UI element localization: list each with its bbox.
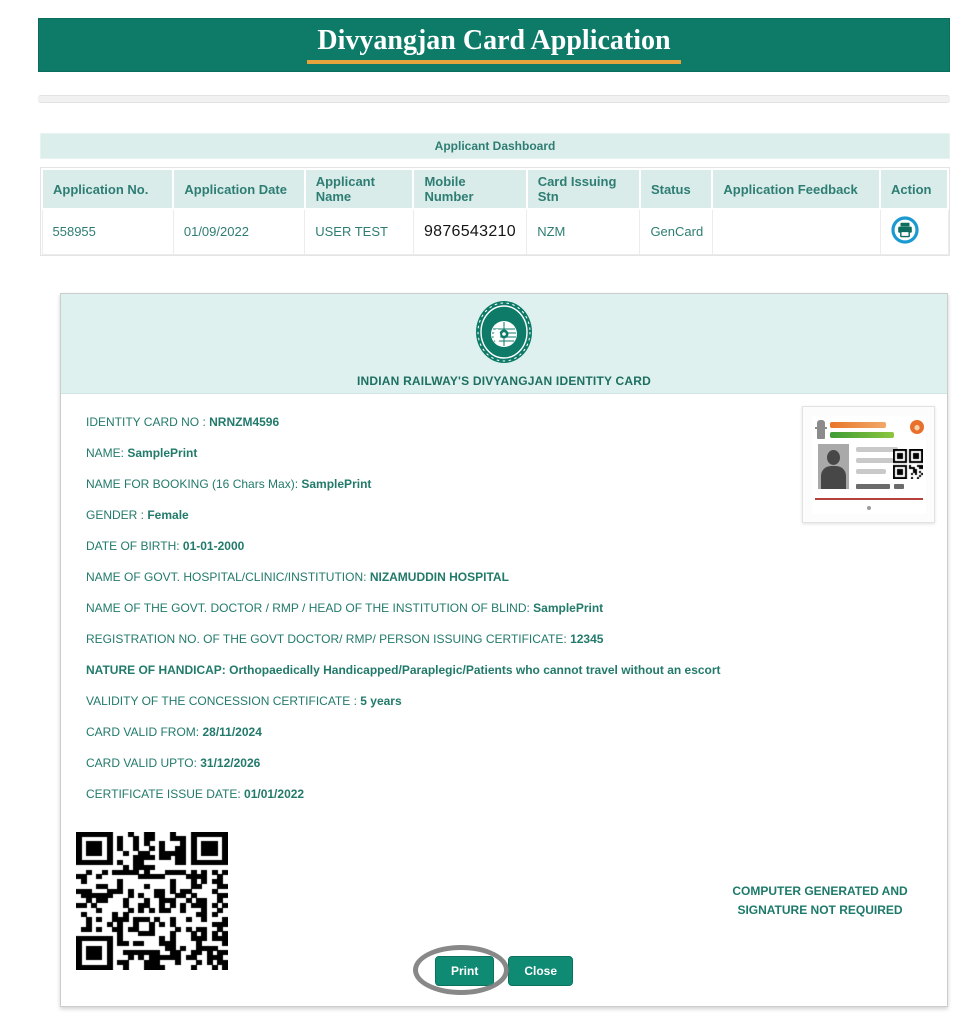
table-header-row bbox=[42, 169, 948, 209]
india-emblem-icon bbox=[817, 420, 825, 439]
cell-status: GenCard bbox=[640, 209, 712, 254]
aadhaar-green-bar bbox=[830, 432, 894, 438]
card-field: CARD VALID FROM: 28/11/2024 bbox=[86, 725, 262, 739]
col-applicant-name: Applicant Name bbox=[305, 169, 414, 209]
identity-card-panel bbox=[60, 293, 948, 1007]
card-field: DATE OF BIRTH: 01-01-2000 bbox=[86, 539, 245, 553]
page-title: Divyangjan Card Application bbox=[307, 26, 680, 63]
cell-application-date: 01/09/2022 bbox=[173, 209, 304, 254]
col-card-issuing-stn: Card Issuing Stn bbox=[527, 169, 640, 209]
card-field: VALIDITY OF THE CONCESSION CERTIFICATE : 5 years bbox=[86, 694, 402, 708]
col-application-no: Application No. bbox=[42, 169, 173, 209]
aadhaar-dot bbox=[867, 506, 871, 510]
card-field: IDENTITY CARD NO : NRNZM4596 bbox=[86, 415, 280, 429]
indian-railways-logo-icon bbox=[475, 300, 533, 369]
aadhaar-orange-bar bbox=[830, 422, 886, 428]
table-row bbox=[42, 209, 948, 254]
print-button[interactable]: Print bbox=[435, 956, 494, 986]
cell-mobile-number: 9876543210 bbox=[413, 209, 526, 254]
card-field: NAME OF GOVT. HOSPITAL/CLINIC/INSTITUTION: NIZAMUDDIN HOSPITAL bbox=[86, 570, 509, 584]
identity-card-body bbox=[61, 394, 947, 800]
photo-silhouette bbox=[818, 444, 849, 489]
aadhaar-logo-icon bbox=[910, 420, 924, 434]
close-button[interactable]: Close bbox=[508, 956, 573, 986]
card-field: CARD VALID UPTO: 31/12/2026 bbox=[86, 756, 261, 770]
aadhaar-qr-code bbox=[893, 449, 923, 479]
identity-card-title: INDIAN RAILWAY'S DIVYANGJAN IDENTITY CARD bbox=[357, 373, 651, 388]
applicant-photo-card bbox=[802, 406, 935, 523]
cell-application-feedback bbox=[712, 209, 880, 254]
dashboard-table bbox=[40, 167, 950, 256]
col-mobile-number: Mobile Number bbox=[413, 169, 526, 209]
card-field: NAME FOR BOOKING (16 Chars Max): SamplePrint bbox=[86, 477, 372, 491]
cell-application-no: 558955 bbox=[42, 209, 173, 254]
cell-action bbox=[880, 209, 948, 254]
col-application-feedback: Application Feedback bbox=[712, 169, 880, 209]
computer-generated-note: COMPUTER GENERATED AND SIGNATURE NOT REQUIRED bbox=[732, 884, 908, 917]
printer-icon[interactable] bbox=[891, 216, 919, 244]
identity-card-header bbox=[61, 294, 947, 394]
card-buttons bbox=[61, 956, 947, 986]
col-status: Status bbox=[640, 169, 712, 209]
cell-card-issuing-stn: NZM bbox=[527, 209, 640, 254]
card-field: NATURE OF HANDICAP: Orthopaedically Handicapped/Paraplegic/Patients who cannot travel without an escort bbox=[86, 663, 721, 677]
card-field: NAME OF THE GOVT. DOCTOR / RMP / HEAD OF THE INSTITUTION OF BLIND: SamplePrint bbox=[86, 601, 604, 615]
col-application-date: Application Date bbox=[173, 169, 304, 209]
card-field: GENDER : Female bbox=[86, 508, 189, 522]
card-field: REGISTRATION NO. OF THE GOVT DOCTOR/ RMP/ PERSON ISSUING CERTIFICATE: 12345 bbox=[86, 632, 604, 646]
aadhaar-number bbox=[856, 484, 890, 489]
app-header bbox=[38, 18, 950, 72]
header-divider bbox=[38, 95, 950, 103]
card-field: NAME: SamplePrint bbox=[86, 446, 198, 460]
cell-applicant-name: USER TEST bbox=[305, 209, 414, 254]
card-qr-code bbox=[76, 832, 228, 970]
card-field: CERTIFICATE ISSUE DATE: 01/01/2022 bbox=[86, 787, 305, 801]
applicant-dashboard bbox=[40, 133, 950, 256]
col-action: Action bbox=[880, 169, 948, 209]
aadhaar-red-line bbox=[815, 498, 923, 500]
aadhaar-sample bbox=[812, 416, 926, 514]
dashboard-caption: Applicant Dashboard bbox=[40, 133, 950, 159]
